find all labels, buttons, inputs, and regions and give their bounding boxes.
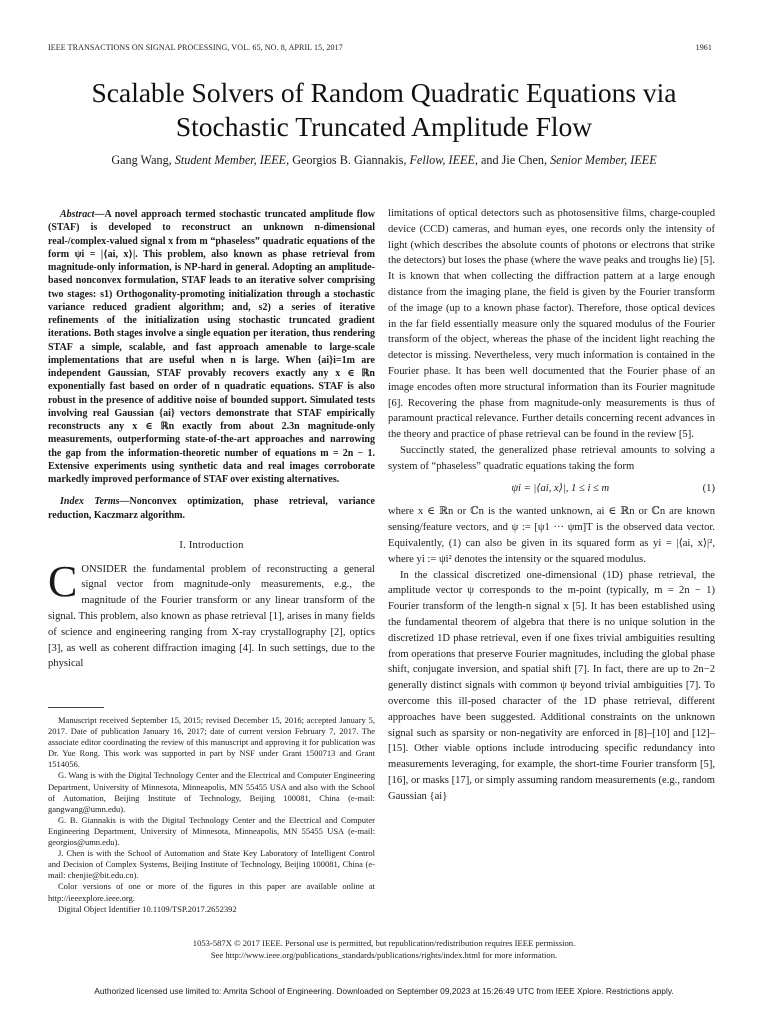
author-2: Georgios B. Giannakis, (292, 153, 407, 167)
footnote-doi: Digital Object Identifier 10.1109/TSP.2017.2652392 (58, 903, 237, 914)
abstract-text: —A novel approach termed stochastic truncated amplitude flow (STAF) is developed to reconstruct an unknown n-dimensional real-/complex-valued signal x from m “phaseless” quadratic equations of the form ψi = |⟨ai, x⟩|. This problem, also known as phase retrieval from magnitude-only information, is NP-hard in general. Adopting an amplitude-based nonconvex formulation, STAF leads to an iterative solver comprising two stages: s1) Orthogonality-promoting initialization through a stochastic variance reduced gradient algorithm; and, s2) a series of iterative refinements of the initialization using stochastic truncated gradient iterations. Both stages involve a single equation per iteration, thus rendering STAF a simple, scalable, and fast approach amenable to large-scale implementations that are useful when n is large. When {ai}i=1m are independent Gaussian, STAF provably recovers exactly any x ∈ ℝn exponentially fast based on order of n quadratic equations. STAF is also robust in the presence of additive noise of bounded support. Simulated tests involving real Gaussian {ai} vectors demonstrate that STAF empirically reconstructs any x ∈ ℝn exactly from about 2.3n magnitude-only measurements, outperforming state-of-the-art approaches and narrowing the gap from the information-theoretic number of equations m = 2n − 1. Extensive experiments using synthetic data and real images corroborate markedly improved performance of STAF over existing alternatives. (48, 209, 375, 485)
page-number: 1961 (695, 43, 712, 52)
author-3-role: Senior Member, IEEE (550, 153, 657, 167)
paragraph: where x ∈ ℝn or ℂn is the wanted unknown, ai ∈ ℝn or ℂn are known sensing/feature vectors, and ψ := [ψ1 ··· ψm]T is the observed data vector. Equivalently, (1) can also be given in its squared form as yi = |⟨ai, x⟩|², where yi := ψi² denotes the intensity or the squared modulus. (388, 506, 715, 565)
paper-title (20, 76, 748, 144)
left-column (48, 208, 375, 672)
title-line-1: Scalable Solvers of Random Quadratic Equations via (91, 77, 677, 108)
copyright-line-2: See http://www.ieee.org/publications_standards/publications/rights/index.html for more information. (210, 949, 558, 960)
running-header: IEEE TRANSACTIONS ON SIGNAL PROCESSING, VOL. 65, NO. 8, APRIL 15, 2017 (48, 43, 343, 52)
author-line (20, 153, 748, 168)
equation-number: (1) (702, 482, 715, 494)
right-column (388, 206, 715, 804)
section-heading: I. Introduction (179, 539, 244, 551)
footnote-color: Color versions of one or more of the figures in this paper are available online at http://ieeexplore.ieee.org. (48, 881, 375, 903)
equation-body: ψi = |⟨ai, x⟩|, 1 ≤ i ≤ m (511, 482, 610, 494)
drop-cap: C (48, 556, 78, 606)
author-2-role: Fellow, IEEE, (409, 153, 478, 167)
paragraph: In the classical discretized one-dimensional (1D) phase retrieval, the amplitude vector ψ corresponds to the m-point (typically, m = 2n − 1) Fourier transform of the length-n signal x [5]. It has been established using the fundamental theorem of algebra that there is no unique solution in the discretized 1D phase retrieval, even if one fixes trivial ambiguities resulting from operations that preserve Fourier magnitudes, including the global phase shift, conjugate inversion, and spatial shift [7]. In fact, there are up to 2n−2 generally distinct signals with common ψ beyond trivial ambiguities [7]. To overcome this ill-posed character of the 1D phase retrieval, different approaches have been suggested. Additional constraints on the unknown signal such as sparsity or non-negativity are enforced in [8]–[10] and [12]–[15]. Other viable options include introducing specific redundancy into measurements leveraging, for example, the short-time Fourier transform [5], [16], or masks [17], or simply assuming random measurements (e.g., random Gaussian {ai} (388, 569, 715, 802)
footnote-giannakis: G. B. Giannakis is with the Digital Technology Center and the Electrical and Computer Engineering Department, University of Minnesota, Minneapolis, MN 55455 USA (e-mail: georgios@umn.edu). (48, 814, 375, 848)
index-terms-label: Index Terms (60, 496, 120, 508)
paragraph: Succinctly stated, the generalized phase retrieval amounts to solving a system of “phaseless” quadratic equations taking the form (388, 444, 715, 472)
index-terms-text: —Nonconvex optimization, phase retrieval, variance reduction, Kaczmarz algorithm. (48, 496, 375, 521)
footnote-chen: J. Chen is with the School of Automation and State Key Laboratory of Intelligent Control and Decision of Complex Systems, Beijing Institute of Technology, Beijing 100081, China (e-mail: chenjie@bit.edu.cn). (48, 848, 375, 881)
footnote-rule (48, 707, 104, 708)
paragraph: limitations of optical detectors such as photosensitive films, charge-coupled device (CCD) cameras, and human eyes, one records only the intensity of light (which describes the absolute counts of photons or electrons that strike the detectors) but loses the phase (where the wave peaks and troughs lie) [5]. It is known that when collecting the diffraction pattern at a large enough distance from the imaging plane, the field is given by the Fourier transform of the image (up to a known phase factor). Therefore, those optical devices in the far field essentially measure only the squared modulus of the Fourier transform of the object, whereas the phase of the incident light reaching the detector is missing. Nevertheless, very much information is contained in the Fourier phase. It has been well documented that the Fourier phase of an image encodes often more structural information than its Fourier magnitude [6]. Recovering the phase from magnitude-only measurements is thus of paramount practical relevance. Further details concerning recent advances in the theory and practice of phase retrieval can be found in the review [5]. (388, 208, 715, 441)
footnote-manuscript: Manuscript received September 15, 2015; revised December 15, 2016; accepted January 5, 2017. Date of publication January 16, 2017; date of current version February 7, 2017. The associate editor coordinating the review of this manuscript and approving it for publication was Dr. Yue Rong. This work was supported in part by NSF under Grant 1500713 and Grant 1514056. (48, 715, 375, 770)
author-3: and Jie Chen, (481, 153, 548, 167)
index-terms (48, 495, 375, 522)
authorized-use-notice: Authorized licensed use limited to: Amrita School of Engineering. Downloaded on September 09,2023 at 15:26:49 UTC from IEEE Xplore. Restrictions apply. (94, 986, 674, 996)
intro-paragraph (48, 556, 375, 673)
title-line-2: Stochastic Truncated Amplitude Flow (175, 111, 593, 142)
author-1: Gang Wang, (111, 153, 172, 167)
copyright-line-1: 1053-587X © 2017 IEEE. Personal use is permitted, but republication/redistribution requires IEEE permission. (192, 938, 576, 948)
author-1-role: Student Member, IEEE, (174, 153, 290, 167)
equation-1 (388, 481, 715, 497)
abstract (48, 208, 375, 486)
abstract-label: Abstract (60, 209, 95, 220)
intro-text: ONSIDER the fundamental problem of reconstructing a general signal vector from magnitude-only measurements, e.g., the magnitude of the Fourier transform or any linear transform of the signal. This problem, also known as phase retrieval [1], arises in many fields of science and engineering ranging from X-ray crystallography [2], optics [3], as well as coherent diffraction imaging [4]. In such settings, due to the physical (48, 563, 375, 670)
copyright-notice (48, 938, 720, 961)
footnote-wang: G. Wang is with the Digital Technology Center and the Electrical and Computer Engineering Department, University of Minnesota, Minneapolis, MN 55455 USA and also with the School of Automation, Beijing Institute of Technology, Beijing 100081, China (e-mail: gangwang@umn.edu). (48, 770, 375, 814)
footnotes (48, 715, 375, 915)
